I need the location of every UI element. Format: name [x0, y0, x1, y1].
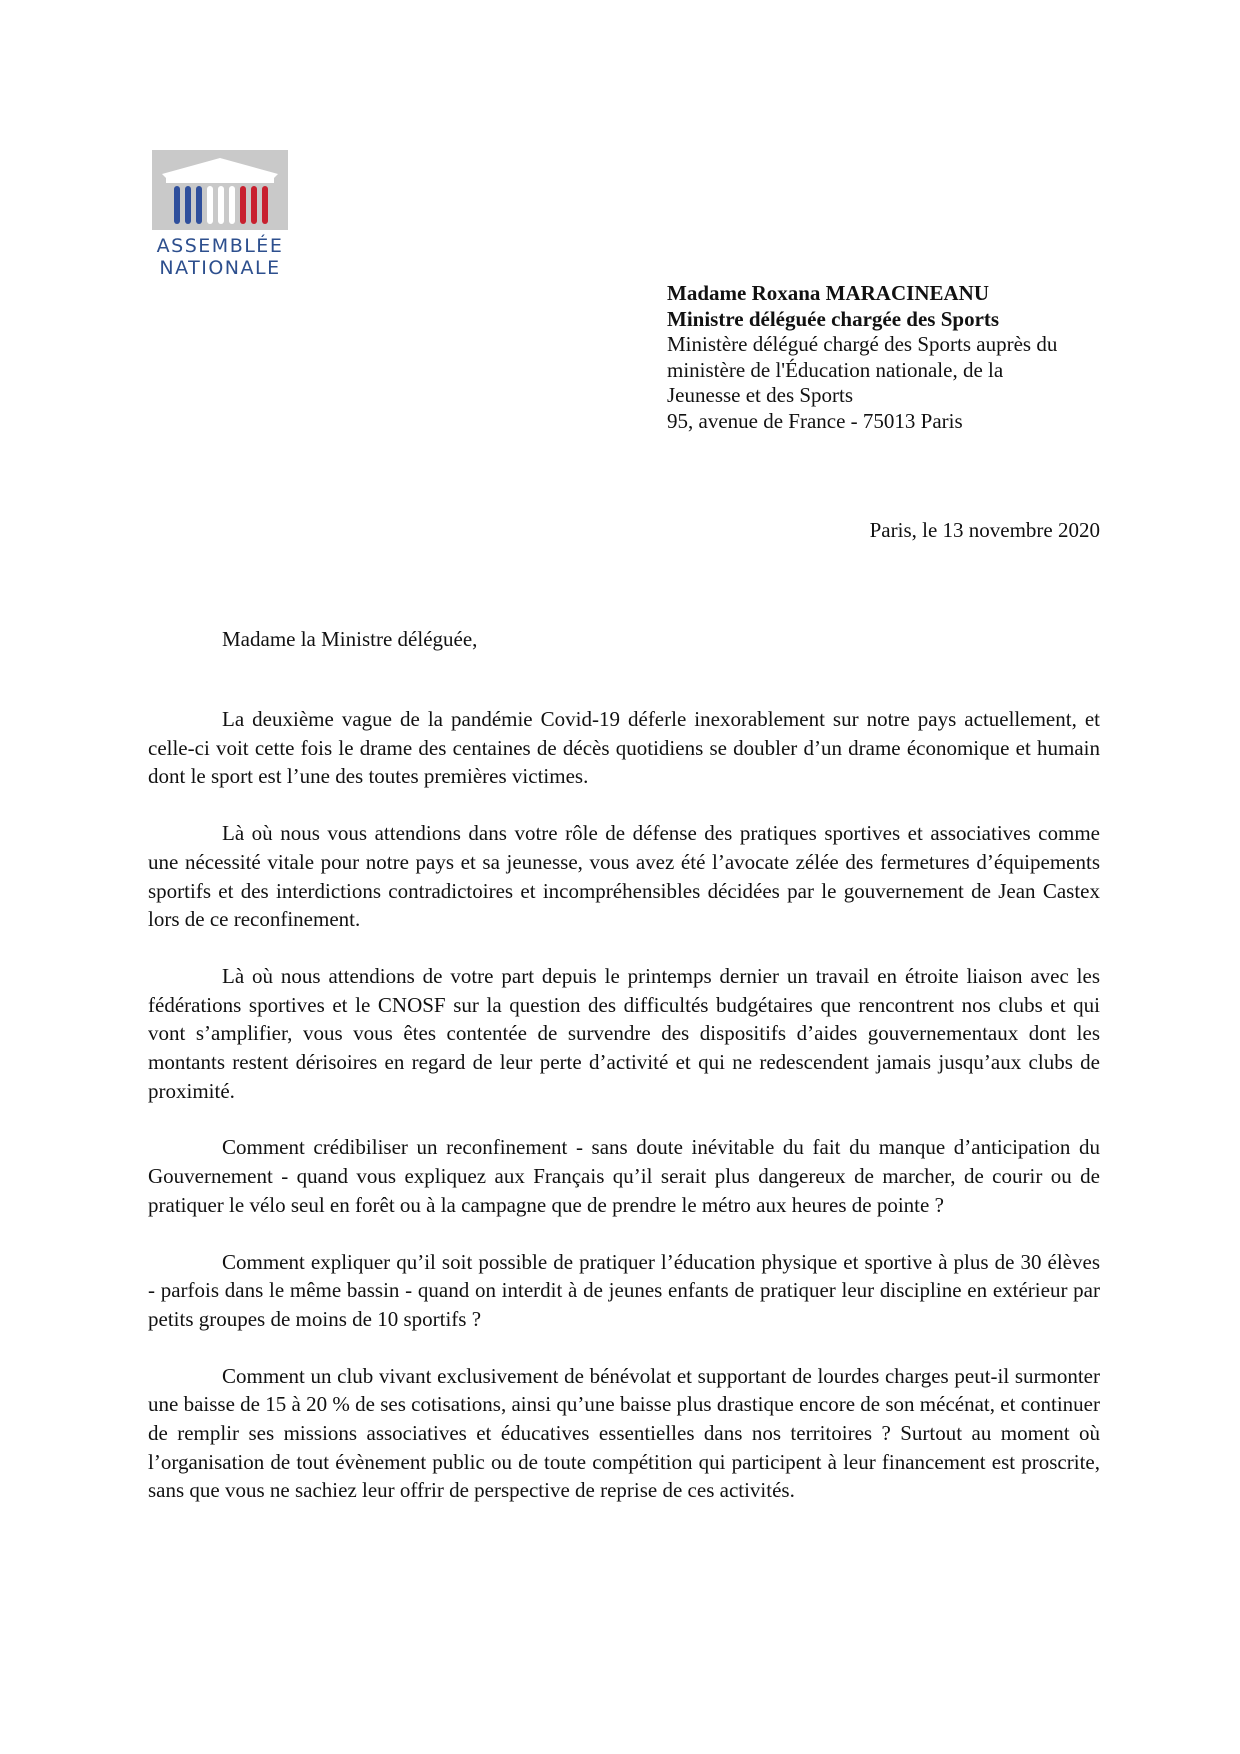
recipient-title: Ministre déléguée chargée des Sports — [667, 306, 1000, 331]
paragraph: La deuxième vague de la pandémie Covid-19 déferle inexorablement sur notre pays actuellement, et celle-ci voit cette fois le drame des centaines de décès quotidiens se doubler d’un drame économique et humain dont le sport est l’une des toutes premières victimes. — [148, 707, 1100, 789]
paragraph: Comment un club vivant exclusivement de bénévolat et supportant de lourdes charges peut-il surmonter une baisse de 15 à 20 % de ses cotisations, ainsi qu’une baisse plus drastique encore de son mécénat, et continuer de remplir ses missions associatives et éducatives essentielles dans nos territoires ? Surtout au moment où l’organisation de tout évènement public ou de toute compétition qui participent à leur financement est proscrite, sans que vous ne sachiez leur offrir de perspective de reprise de ces activités. — [148, 1363, 1100, 1503]
logo-column — [240, 186, 246, 224]
letter-date: Paris, le 13 novembre 2020 — [869, 518, 1100, 542]
salutation: Madame la Ministre déléguée, — [222, 627, 478, 651]
hemicycle-icon — [152, 150, 288, 230]
logo-column — [229, 186, 235, 224]
paragraph: Là où nous attendions de votre part depuis le printemps dernier un travail en étroite liaison avec les fédérations sportives et le CNOSF sur la question des difficultés budgétaires que rencontrent nos clubs et qui vont s’amplifier, vous vous êtes contentée de survendre des dispositifs d’aides gouvernementaux dont les montants restent dérisoires en regard de leur perte d’activité et qui ne redescendent jamais jusqu’aux clubs de proximité. — [148, 963, 1100, 1103]
logo-text-line2: NATIONALE — [159, 257, 281, 279]
letter-body — [148, 705, 1100, 1533]
logo-column — [262, 186, 268, 224]
paragraph: Là où nous vous attendions dans votre rôle de défense des pratiques sportives et associatives comme une nécessité vitale pour notre pays et sa jeunesse, vous avez été l’avocate zélée des fermetures d’équipements sportifs et des interdictions contradictoires et incompréhensibles décidées par le gouvernement de Jean Castex lors de ce reconfinement. — [148, 821, 1100, 932]
logo-column — [251, 186, 257, 224]
recipient-block — [667, 281, 1057, 434]
recipient-address-line: Ministère délégué chargé des Sports auprès du — [667, 332, 1058, 356]
recipient-address-line: 95, avenue de France - 75013 Paris — [667, 408, 963, 433]
logo-text-line1: ASSEMBLÉE — [156, 235, 284, 257]
paragraph: Comment expliquer qu’il soit possible de pratiquer l’éducation physique et sportive à plus de 30 élèves - parfois dans le même bassin - quand on interdit à de jeunes enfants de pratiquer leur discipline en extérieur par petits groupes de moins de 10 sportifs ? — [148, 1249, 1100, 1331]
assemblee-nationale-logo — [150, 150, 290, 279]
logo-column — [174, 186, 180, 224]
recipient-name: Madame Roxana MARACINEANU — [667, 281, 989, 305]
logo-column — [207, 186, 213, 224]
recipient-address-line: Jeunesse et des Sports — [667, 383, 854, 407]
recipient-address-line: ministère de l'Éducation nationale, de la — [667, 357, 1004, 382]
logo-column — [185, 186, 191, 224]
paragraph: Comment crédibiliser un reconfinement - sans doute inévitable du fait du manque d’anticipation du Gouvernement - quand vous expliquez aux Français qu’il serait plus dangereux de marcher, de courir ou de pratiquer le vélo seul en forêt ou à la campagne que de prendre le métro aux heures de pointe ? — [148, 1135, 1100, 1217]
logo-column — [218, 186, 224, 224]
logo-column — [196, 186, 202, 224]
